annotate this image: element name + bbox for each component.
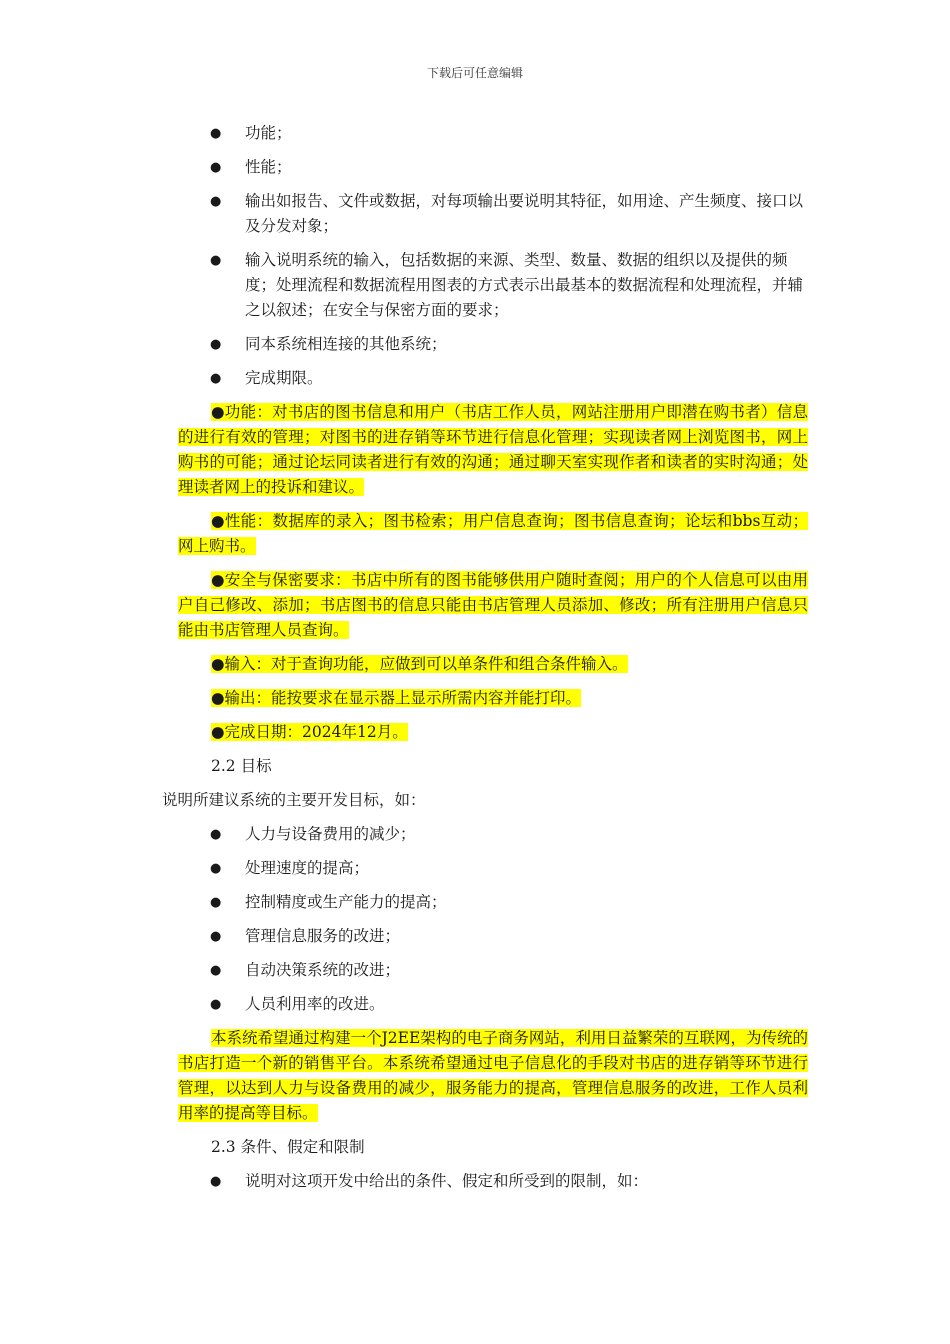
- list-item-text: 完成期限。: [245, 369, 323, 387]
- list-item: [178, 890, 808, 915]
- list-item: [178, 958, 808, 983]
- section-heading-2-2: 2.2 目标: [211, 757, 272, 775]
- bullet-icon: ●: [210, 861, 222, 876]
- bullet-icon: ●: [210, 253, 222, 268]
- bullet-icon: ●: [210, 1174, 222, 1189]
- bullet-icon: ●: [210, 194, 222, 209]
- bullet-icon: ●: [210, 963, 222, 978]
- bullet-icon: ●: [210, 929, 222, 944]
- highlighted-text: ●功能：对书店的图书信息和用户（书店工作人员，网站注册用户即潜在购书者）信息的进行有效的管理；对图书的进存销等环节进行信息化管理；实现读者网上浏览图书，网上购书的可能；通过论坛同读者进行有效的沟通；通过聊天室实现作者和读者的实时沟通；处理读者网上的投诉和建议。: [178, 403, 808, 496]
- list-item-text: 处理速度的提高；: [245, 859, 370, 877]
- highlight-paragraph-performance: [178, 509, 808, 559]
- highlighted-text: ●安全与保密要求：书店中所有的图书能够供用户随时查阅；用户的个人信息可以由用户自己修改、添加；书店图书的信息只能由书店管理人员添加、修改；所有注册用户信息只能由书店管理人员查询。: [178, 571, 808, 639]
- bullet-icon: ●: [210, 997, 222, 1012]
- highlighted-text: ●完成日期：2024年12月。: [211, 723, 408, 741]
- bullet-icon: ●: [210, 337, 222, 352]
- highlight-paragraph-input: [178, 652, 808, 677]
- list-item: [178, 366, 808, 391]
- list-item-text: 输出如报告、文件或数据，对每项输出要说明其特征，如用途、产生频度、接口以及分发对象；: [245, 192, 804, 235]
- list-item: [178, 924, 808, 949]
- highlighted-text: ●性能：数据库的录入；图书检索；用户信息查询；图书信息查询；论坛和bbs互动；网上购书。: [178, 512, 808, 555]
- bullet-icon: ●: [210, 895, 222, 910]
- list-item: [178, 822, 808, 847]
- section-intro: 说明所建议系统的主要开发目标，如：: [162, 791, 426, 809]
- list-item-text: 输入说明系统的输入，包括数据的来源、类型、数量、数据的组织以及提供的频度；处理流程和数据流程用图表的方式表示出最基本的数据流程和处理流程，并辅之以叙述；在安全与保密方面的要求；: [245, 251, 804, 319]
- list-item: [178, 248, 808, 323]
- document-body: [162, 121, 808, 1203]
- list-item: [178, 992, 808, 1017]
- highlight-paragraph-output: [178, 686, 808, 711]
- bullet-icon: ●: [210, 160, 222, 175]
- highlight-paragraph-security: [178, 568, 808, 643]
- list-item: [178, 155, 808, 180]
- list-item: [178, 856, 808, 881]
- list-item-text: 自动决策系统的改进；: [245, 961, 401, 979]
- highlighted-text: ●输入：对于查询功能，应做到可以单条件和组合条件输入。: [211, 655, 628, 673]
- highlighted-text: ●输出：能按要求在显示器上显示所需内容并能打印。: [211, 689, 582, 707]
- list-item-text: 管理信息服务的改进；: [245, 927, 401, 945]
- list-item: [178, 121, 808, 146]
- list-item: [178, 1169, 808, 1194]
- list-item: [178, 189, 808, 239]
- list-item-text: 性能；: [245, 158, 292, 176]
- list-item-text: 同本系统相连接的其他系统；: [245, 335, 447, 353]
- list-item-text: 控制精度或生产能力的提高；: [245, 893, 447, 911]
- page-header: 下载后可任意编辑: [426, 66, 523, 80]
- list-item-text: 功能；: [245, 124, 292, 142]
- highlight-paragraph-function: [178, 400, 808, 500]
- list-item-text: 人力与设备费用的减少；: [245, 825, 416, 843]
- list-item-text: 说明对这项开发中给出的条件、假定和所受到的限制，如：: [245, 1172, 649, 1190]
- bullet-icon: ●: [210, 371, 222, 386]
- highlight-paragraph-deadline: [178, 720, 808, 745]
- bullet-icon: ●: [210, 827, 222, 842]
- goal-paragraph: [178, 1026, 808, 1126]
- section-heading-2-3: 2.3 条件、假定和限制: [211, 1138, 365, 1156]
- list-item: [178, 332, 808, 357]
- list-item-text: 人员利用率的改进。: [245, 995, 385, 1013]
- bullet-icon: ●: [210, 126, 222, 141]
- highlighted-text: 本系统希望通过构建一个J2EE架构的电子商务网站，利用日益繁荣的互联网，为传统的书店打造一个新的销售平台。本系统希望通过电子信息化的手段对书店的进存销等环节进行管理，以达到人力与设备费用的减少，服务能力的提高，管理信息服务的改进，工作人员利用率的提高等目标。: [178, 1029, 808, 1122]
